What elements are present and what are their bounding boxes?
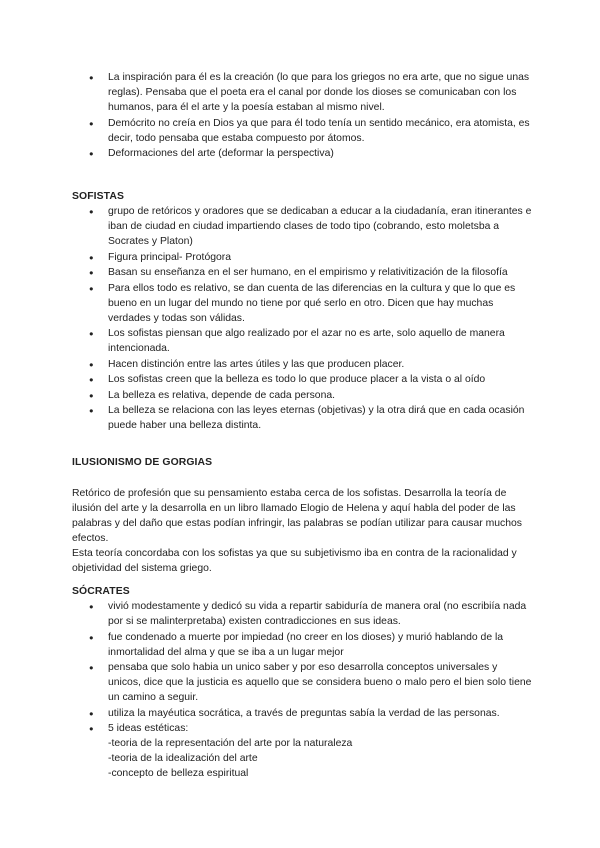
list-item: ● Hacen distinción entre las artes útiles y las que producen placer. [72,357,532,372]
list-item: ● Los sofistas piensan que algo realizado por el azar no es arte, solo aquello de manera intencionada. [72,326,532,356]
socrates-section [72,584,532,782]
list-item: ● vivió modestamente y dedicó su vida a repartir sabiduría de manera oral (no escribiía nada por si se malinterpretaba) existen contradicciones en sus ideas. [72,599,532,629]
sofistas-section [72,189,532,434]
socrates-list [72,599,532,781]
sub-item: -teoria de la representación del arte por la naturaleza [108,738,353,749]
list-item: ● grupo de retóricos y oradores que se dedicaban a educar a la ciudadanía, eran itinerantes e iban de ciudad en ciudad impartiendo clases de todo tipo (cobrando, esto moletsba a Socrates y Platon) [72,204,532,249]
intro-list [72,70,532,161]
gorgias-section [72,455,532,576]
list-item: ● Figura principal- Protógora [72,250,532,265]
list-item-label: 5 ideas estéticas: [108,723,189,734]
list-item: ● Demócrito no creía en Dios ya que para él todo tenía un sentido mecánico, era atomista, es decir, todo pensaba que estaba compuesto por átomos. [72,116,532,146]
gorgias-paragraph: Retórico de profesión que su pensamiento estaba cerca de los sofistas. Desarrolla la teoría de ilusión del arte y la desarrolla en un libro llamado Elogio de Helena y aquí habla del poder de las palabras y del daño que estas podían infringir, las palabras se podían utilizar para causar muchos efectos. [72,488,522,544]
list-item: ● La inspiración para él es la creación (lo que para los griegos no era arte, que no sigue unas reglas). Pensaba que el poeta era el canal por donde los dioses se comunicaban con los humanos, para él el arte y la poesía estaban al mismo nivel. [72,70,532,115]
list-item: ● Los sofistas creen que la belleza es todo lo que produce placer a la vista o al oído [72,372,532,387]
gorgias-paragraph: Esta teoría concordaba con los sofistas ya que su subjetivismo iba en contra de la racionalidad y objetividad del sistema griego. [72,548,517,574]
list-item: ● Para ellos todo es relativo, se dan cuenta de las diferencias en la cultura y que lo que es bueno en un lugar del mundo no tiene por qué serlo en otro. Dicen que hay muchas verdades y todas son válidas. [72,281,532,326]
sofistas-heading: SOFISTAS [72,191,124,202]
list-item: ● La belleza se relaciona con las leyes eternas (objetivas) y la otra dirá que en cada ocasión puede haber una belleza distinta. [72,403,532,433]
list-item: ● fue condenado a muerte por impiedad (no creer en los dioses) y murió hablando de la inmortalidad del alma y que se iba a un lugar mejor [72,630,532,660]
list-item [72,721,532,781]
list-item: ● La belleza es relativa, depende de cada persona. [72,388,532,403]
list-item: ● Deformaciones del arte (deformar la perspectiva) [72,146,532,161]
sofistas-list [72,204,532,433]
list-item: ● utiliza la mayéutica socrática, a través de preguntas sabía la verdad de las personas. [72,706,532,721]
intro-section [72,70,532,162]
socrates-heading: SÓCRATES [72,586,130,597]
gorgias-heading: ILUSIONISMO DE GORGIAS [72,457,213,468]
list-item: ● Basan su enseñanza en el ser humano, en el empirismo y relativitización de la filosofía [72,265,532,280]
list-item: ● pensaba que solo habia un unico saber y por eso desarrolla conceptos universales y unicos, dice que la justicia es aquello que se considera bueno o malo pero el bien solo tiene un camino a seguir. [72,660,532,705]
sub-item: -teoria de la idealización del arte [108,753,258,764]
sub-item: -concepto de belleza espiritual [108,768,249,779]
